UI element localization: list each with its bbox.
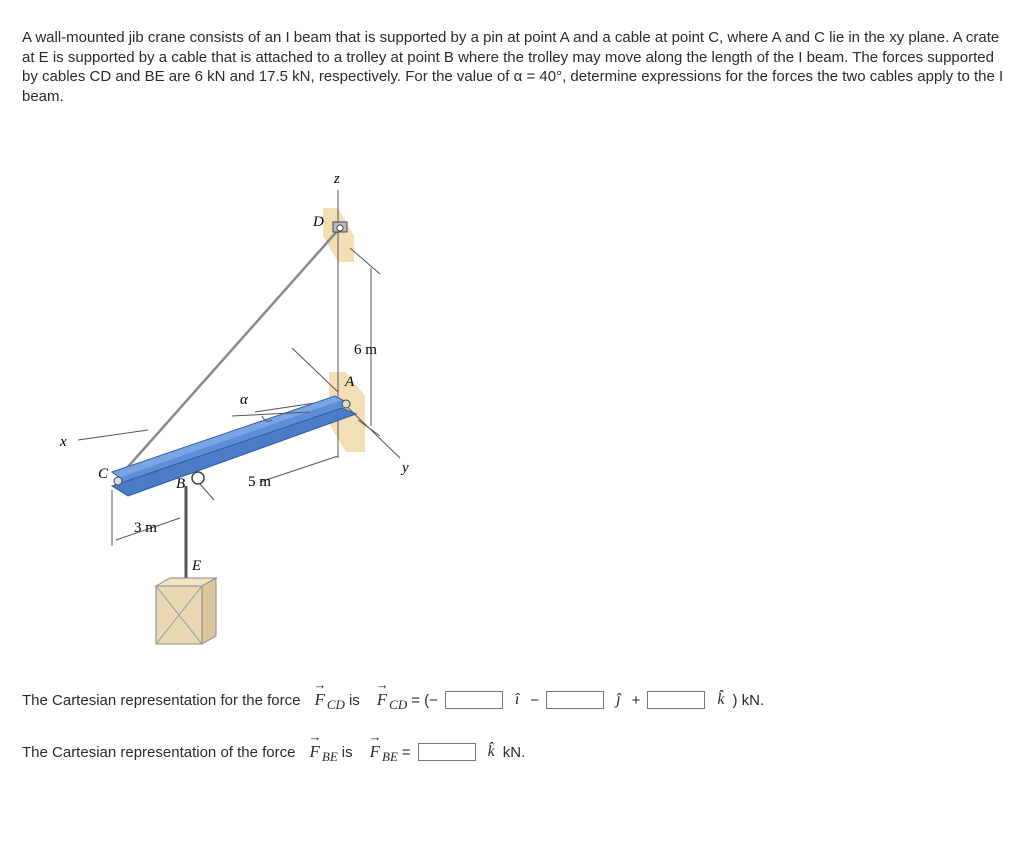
dim-6m-top: [350, 248, 380, 274]
problem-statement: A wall-mounted jib crane consists of an I beam that is supported by a pin at point A and a cable at point C, where A and C lie in the xy plane. A crate at E is supported by a cable that is attached to a trolley at point B where the trolley may move along the length of the I beam. The forces supported by cables CD and BE are 6 kN and 17.5 kN, respectively. For the value of α = 40°, determine expressions for the forces the two cables apply to the I beam.: [22, 29, 1004, 105]
label-5m: 5 m: [248, 474, 271, 490]
label-z: z: [334, 171, 340, 187]
q2-is: is: [341, 743, 353, 761]
crate-side: [202, 578, 216, 644]
vector-fbe-symbol-2: → F $_{BE}$: [368, 729, 398, 764]
q2-prefix: The Cartesian representation of the force: [22, 743, 296, 761]
trolley-b: [192, 472, 204, 484]
i-hat: î: [514, 691, 520, 708]
label-e: E: [192, 558, 202, 574]
q2-suffix: kN.: [502, 743, 526, 761]
x-axis: [78, 430, 148, 440]
y-axis-upper: [292, 348, 338, 392]
dim-5m: [260, 456, 338, 482]
label-6m: 6 m: [354, 342, 377, 358]
k-hat: k̂: [717, 691, 725, 708]
vector-fcd-symbol: → F $_{CD}$: [313, 677, 345, 712]
fcd-j-input[interactable]: [546, 691, 604, 709]
q1-is: is: [348, 691, 360, 709]
k-hat-2: k̂: [487, 743, 495, 760]
label-d: D: [313, 214, 324, 230]
vector-fcd-symbol-2: → F $_{CD}$: [375, 677, 408, 712]
label-c: C: [98, 466, 109, 482]
question-fbe: [22, 729, 526, 764]
q1-suffix: ) kN.: [732, 691, 765, 709]
j-hat: ĵ: [616, 691, 621, 708]
dim-5m-end: [200, 484, 214, 500]
label-x: x: [60, 434, 67, 450]
pin-a: [342, 400, 350, 408]
q1-minus: −: [530, 691, 540, 709]
pulley-d-wheel: [337, 225, 343, 231]
label-y: y: [402, 460, 409, 476]
label-a: A: [345, 374, 355, 390]
q1-plus: +: [631, 691, 641, 709]
q2-eq: =: [401, 743, 411, 761]
pin-c: [114, 477, 122, 485]
fcd-i-input[interactable]: [445, 691, 503, 709]
fcd-k-input[interactable]: [647, 691, 705, 709]
q1-eq: = (−: [411, 691, 438, 709]
label-alpha: α: [240, 392, 248, 408]
q1-prefix: The Cartesian representation for the force: [22, 691, 301, 709]
label-b: B: [176, 476, 186, 492]
question-fcd: [22, 677, 765, 712]
i-beam-bottom: [112, 408, 356, 496]
label-3m: 3 m: [134, 520, 157, 536]
fbe-k-input[interactable]: [418, 743, 476, 761]
vector-fbe-symbol: → F $_{BE}$: [308, 729, 338, 764]
